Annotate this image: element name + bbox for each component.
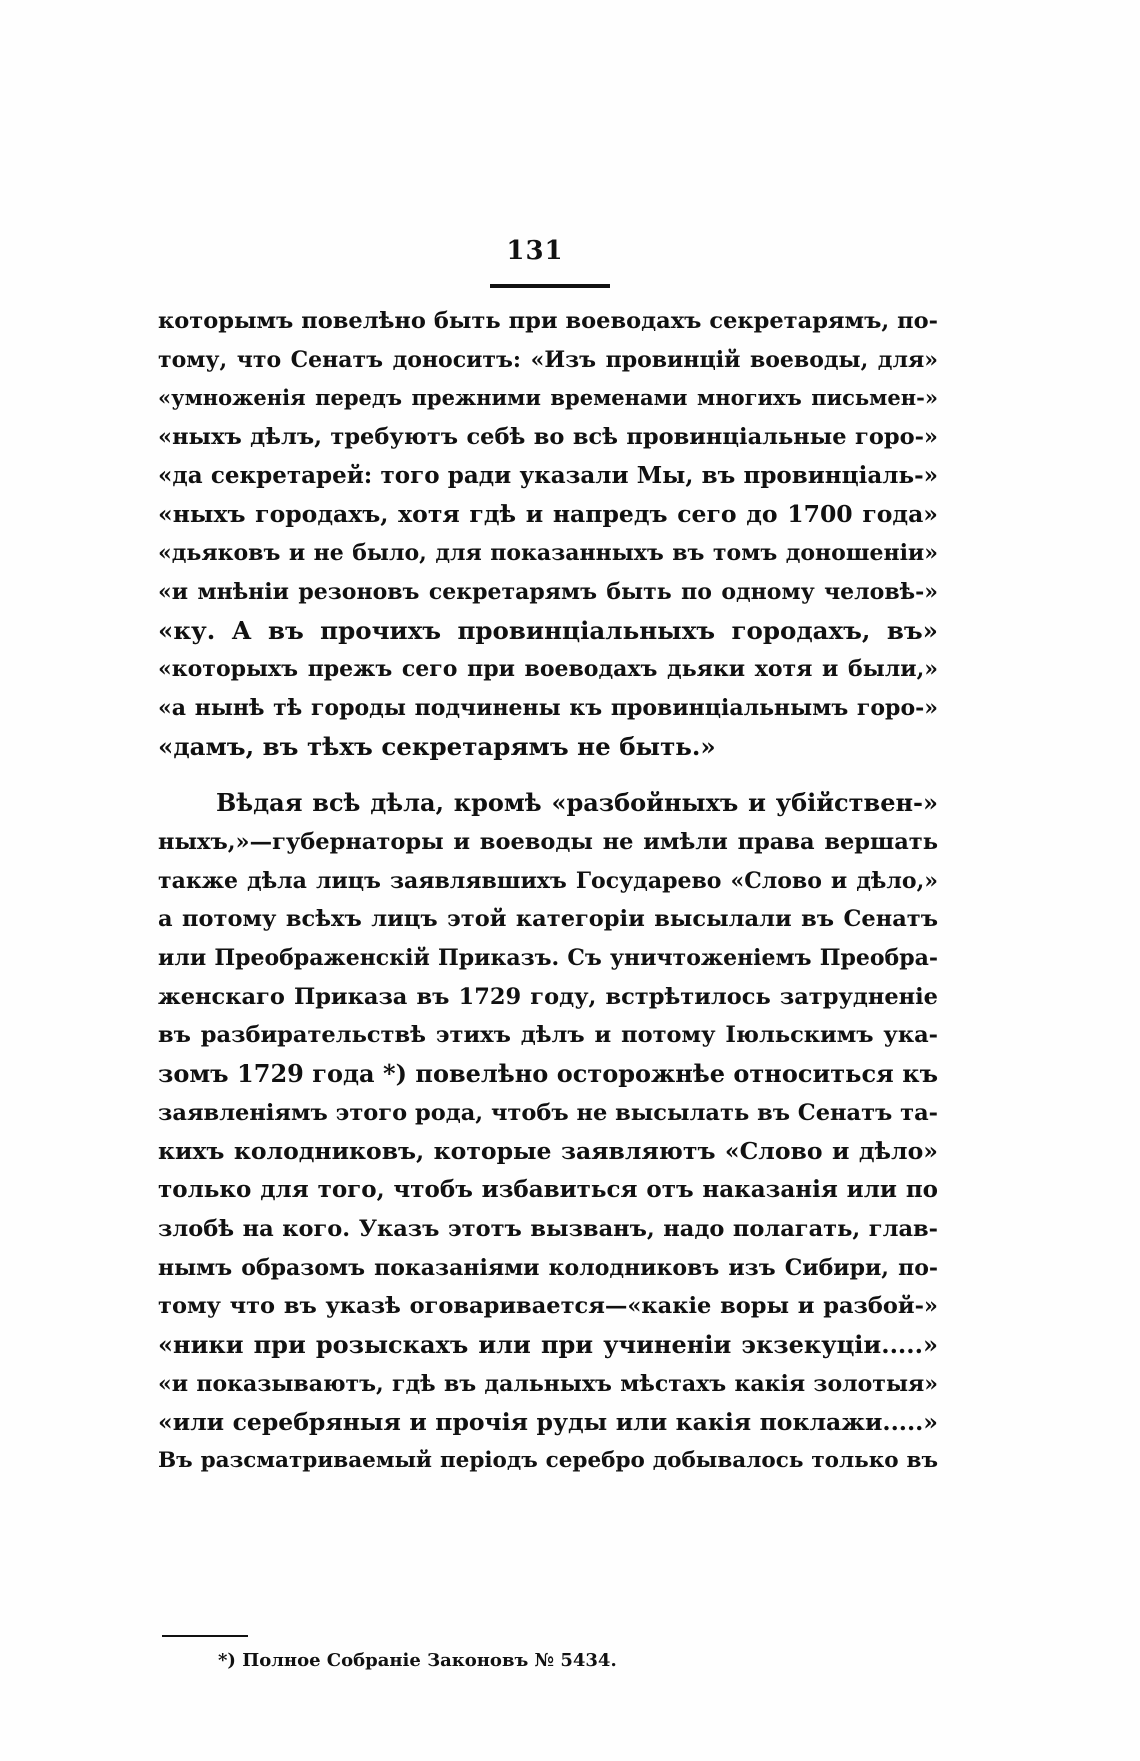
text-line: «ку. А въ прочихъ провинціальныхъ городахъ, въ» bbox=[158, 615, 938, 645]
text-line: кихъ колодниковъ, которые заявляютъ «Слово и дѣло» bbox=[158, 1137, 938, 1166]
text-line: или Преображенскій Приказъ. Съ уничтоженіемъ Преобра- bbox=[158, 945, 938, 971]
text-line: «ныхъ дѣлъ, требуютъ себѣ во всѣ провинціальные горо-» bbox=[158, 424, 938, 451]
text-line: «и показываютъ, гдѣ въ дальныхъ мѣстахъ какія золотыя» bbox=[158, 1370, 938, 1397]
text-line: женскаго Приказа въ 1729 году, встрѣтилось затрудненіе bbox=[158, 983, 938, 1010]
text-line: тому что въ указѣ оговаривается—«какіе воры и разбой-» bbox=[158, 1293, 938, 1320]
text-line: «или серебряныя и прочія руды или какія поклажи.....» bbox=[158, 1408, 938, 1437]
text-line: «дамъ, въ тѣхъ секретарямъ не быть.» bbox=[158, 731, 716, 761]
text-line: «дьяковъ и не было, для показанныхъ въ томъ доношеніи» bbox=[158, 540, 938, 567]
text-line: а потому всѣхъ лицъ этой категоріи высылали въ Сенатъ bbox=[158, 906, 938, 933]
text-line: «и мнѣніи резоновъ секретарямъ быть по одному человѣ-» bbox=[158, 578, 938, 605]
text-line: въ разбирательствѣ этихъ дѣлъ и потому Іюльскимъ ука- bbox=[158, 1022, 938, 1049]
text-line: нымъ образомъ показаніями колодниковъ изъ Сибири, по- bbox=[158, 1254, 938, 1281]
text-line: Въ разсматриваемый періодъ серебро добывалось только въ bbox=[158, 1447, 938, 1473]
page-number: 131 bbox=[506, 236, 564, 266]
text-line: «ныхъ городахъ, хотя гдѣ и напредъ сего до 1700 года» bbox=[158, 500, 938, 529]
text-line: «да секретарей: того ради указали Мы, въ провинціаль-» bbox=[158, 461, 938, 489]
text-line: тому, что Сенатъ доноситъ: «Изъ провинцій воеводы, для» bbox=[158, 346, 938, 373]
paragraph-gap bbox=[158, 766, 938, 784]
text-line: злобѣ на кого. Указъ этотъ вызванъ, надо полагать, глав- bbox=[158, 1215, 938, 1242]
paragraph-1 bbox=[158, 302, 938, 766]
text-line: ныхъ,»—губернаторы и воеводы не имѣли права вершать bbox=[158, 828, 938, 855]
text-line: «ники при розыскахъ или при учиненіи экзекуціи.....» bbox=[158, 1329, 938, 1359]
page-number-underline bbox=[490, 284, 610, 288]
text-line: «умноженія передъ прежними временами многихъ письмен-» bbox=[158, 385, 938, 411]
text-line: Вѣдая всѣ дѣла, кромѣ «разбойныхъ и убійствен-» bbox=[216, 788, 938, 818]
text-line: «которыхъ прежъ сего при воеводахъ дьяки хотя и были,» bbox=[158, 656, 938, 683]
footnote-separator bbox=[162, 1635, 248, 1637]
body-text bbox=[158, 302, 938, 1481]
paragraph-2 bbox=[158, 784, 938, 1480]
text-line: «а нынѣ тѣ городы подчинены къ провинціальнымъ горо-» bbox=[158, 694, 938, 721]
text-line: заявленіямъ этого рода, чтобъ не высылать въ Сенатъ та- bbox=[158, 1099, 938, 1126]
text-line: зомъ 1729 года *) повелѣно осторожнѣе относиться къ bbox=[158, 1059, 938, 1089]
text-line: также дѣла лицъ заявлявшихъ Государево «Слово и дѣло,» bbox=[158, 867, 938, 894]
footnote: *) Полное Собраніе Законовъ № 5434. bbox=[218, 1650, 617, 1671]
text-line: только для того, чтобъ избавиться отъ наказанія или по bbox=[158, 1176, 938, 1204]
text-line: которымъ повелѣно быть при воеводахъ секретарямъ, по- bbox=[158, 308, 938, 334]
